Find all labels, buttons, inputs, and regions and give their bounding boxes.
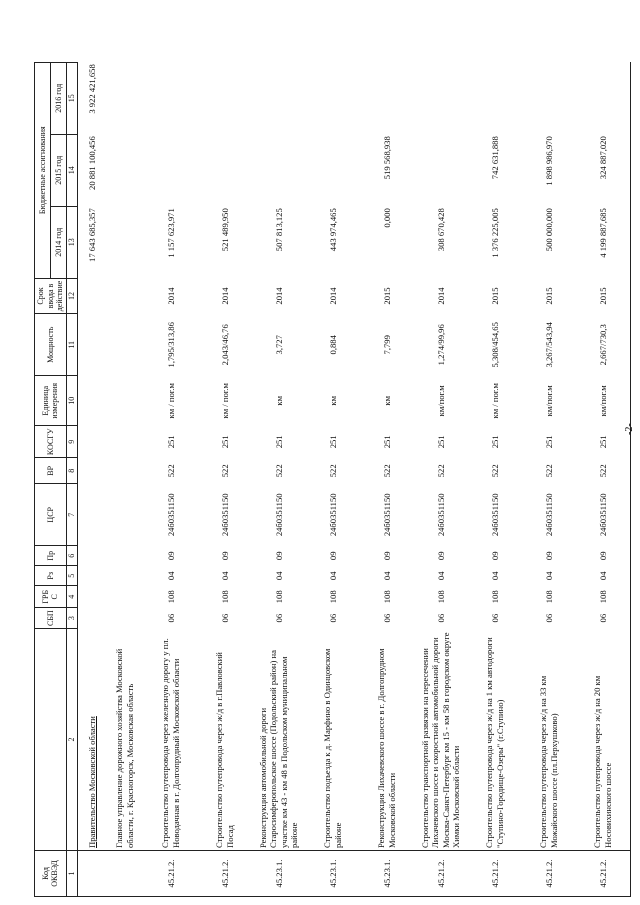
header-year: Срок ввода в действие [35,278,67,314]
kosgu-cell: 251 [165,435,176,449]
commissioning-year-cell: 2014 [273,287,284,305]
header-sbp: СБП [35,608,67,629]
kosgu-cell: 251 [327,435,338,449]
commissioning-year-cell: 2015 [489,287,500,305]
project-name: Строительство транспортной развязки на пересечении Лихачевского шоссе и скоростной автомобильной дороги Москва-Санкт-Петербург км 15 - км 58 в городском округе Химки Московской области [414,629,468,851]
project-name: Строительство путепровода через ж/д на 33 км Можайского шоссе (пл.Перхушково) [522,629,576,851]
header-vr: ВР [35,458,67,484]
sbp-cell: 06 [219,613,230,623]
power-cell: 3,727 [273,335,284,355]
project-name: Строительство путепровода через ж/д на 1 км автодороги "Ступино-Городище-Озеры" (г.Ступино) [468,629,522,851]
power-cell: 5,308/454,65 [489,322,500,368]
amount-2015: 742 631,888 [489,136,500,180]
sbp-cell: 06 [273,613,284,623]
page-number: -2- [624,423,635,435]
header-okved: Код ОКВЭД [35,851,67,897]
vr-cell: 522 [381,464,392,478]
vr-cell: 522 [543,464,554,478]
unit-cell: км / пог.м [219,383,230,419]
amount-2014: 443 974,465 [327,208,338,252]
grbs-cell: 108 [165,590,176,604]
unit-cell: км [273,395,284,406]
power-cell: 3,267/543,94 [543,322,554,368]
sbp-cell: 06 [381,613,392,623]
project-name: Строительство путепровода через ж/д на 20 км Носовихинского шоссе [576,629,631,851]
grbs-cell: 108 [543,590,554,604]
commissioning-year-cell: 2014 [327,287,338,305]
csr-cell: 24б0351150 [381,493,392,537]
unit-cell: км / пог.м [165,383,176,419]
project-name: Строительство путепровода через железную дорогу у пл. Новодачная в г. Долгопрудный Московской области [144,629,198,851]
grbs-cell: 108 [273,590,284,604]
header-csr: ЦСР [35,484,67,546]
vr-cell: 522 [219,464,230,478]
table-row [414,62,468,896]
total-2016: 3 922 421,658 [86,64,97,114]
amount-2015: 324 887,020 [576,134,631,206]
sbp-cell: 06 [165,613,176,623]
grbs-cell: 108 [576,586,631,608]
okved-cell: 45.21.2. [198,851,252,897]
unit-cell: км [381,395,392,406]
amount-2016 [252,62,306,134]
agency-name: Главное управление дорожного хозяйства Московской области, г. Красногорск, Московская область [106,629,144,851]
grbs-cell: 108 [489,590,500,604]
grbs-cell: 108 [435,590,446,604]
amount-2014: 500 000,000 [543,208,554,252]
amount-2015: 519 568,938 [381,136,392,180]
vr-cell: 522 [576,458,631,484]
power-cell: 2,667/730,3 [576,314,631,376]
amount-2016 [306,62,360,134]
pr-cell: 09 [381,551,392,561]
amount-2014: 507 813,125 [273,208,284,252]
header-kosgu: КОСГУ [35,426,67,458]
table-row [522,62,576,896]
amount-2016 [198,62,252,134]
okved-cell: 45.23.1. [360,851,414,897]
amount-2014: 1 157 623,971 [165,208,176,258]
vr-cell: 522 [327,464,338,478]
okved-cell: 45.21.2. [576,851,631,897]
commissioning-year-cell: 2014 [219,287,230,305]
amount-2016 [360,62,414,134]
header-2016: 2016 год [50,62,66,134]
amount-2014: 521 489,950 [219,208,230,252]
unit-cell: км/пог.м [543,385,554,417]
header-2014: 2014 год [50,206,66,278]
pr-cell: 09 [543,551,554,561]
table-row [360,62,414,896]
header-unit: Единица измерения [35,376,67,426]
header-power: Мощность [35,314,67,376]
okved-cell: 45.21.2. [144,851,198,897]
grbs-cell: 108 [381,590,392,604]
sbp-cell: 06 [435,613,446,623]
sbp-cell: 06 [327,613,338,623]
pr-cell: 09 [327,551,338,561]
rz-cell: 04 [435,571,446,581]
commissioning-year-cell: 2014 [165,287,176,305]
rz-cell: 04 [165,571,176,581]
kosgu-cell: 251 [576,426,631,458]
agency-row [106,62,144,896]
kosgu-cell: 251 [435,435,446,449]
amount-2014: 0,000 [381,208,392,228]
header-2015: 2015 год [50,134,66,206]
sbp-cell: 06 [576,608,631,629]
amount-2014: 1 376 225,005 [489,208,500,258]
amount-2015 [414,134,468,206]
amount-2016 [414,62,468,134]
csr-cell: 24б0351150 [543,493,554,537]
pr-cell: 09 [219,551,230,561]
budget-table [34,62,631,897]
pr-cell: 09 [489,551,500,561]
kosgu-cell: 251 [219,435,230,449]
amount-2015 [252,134,306,206]
amount-2015 [198,134,252,206]
column-number-row: 1 2 3 4 5 6 7 8 9 10 11 12 13 14 15 [66,62,77,896]
csr-cell: 24б0351150 [273,493,284,537]
vr-cell: 522 [435,464,446,478]
commissioning-year-cell: 2014 [435,287,446,305]
rz-cell: 04 [576,566,631,586]
sbp-cell: 06 [543,613,554,623]
amount-2016 [522,62,576,134]
okved-cell: 45.21.2. [414,851,468,897]
kosgu-cell: 251 [381,435,392,449]
power-cell: 0,884 [327,335,338,355]
project-name: Реконструкция Лихачевского шоссе в г. Долгопрудном Московской области [360,629,414,851]
header-budget-group: Бюджетные ассигнования [35,62,51,278]
csr-cell: 24б0351150 [489,493,500,537]
project-name: Реконструкция автомобильной дороги Старосимферопольское шоссе (Подольский район) на участке км 43 - км 48 в Подольском муниципальном районе [252,629,306,851]
table-row [306,62,360,896]
okved-cell: 45.21.2. [468,851,522,897]
header-rz: Рз [35,566,67,586]
csr-cell: 24б0351150 [435,493,446,537]
table-row [576,62,631,896]
vr-cell: 522 [165,464,176,478]
sbp-cell: 06 [489,613,500,623]
pr-cell: 09 [576,546,631,566]
commissioning-year-cell: 2015 [381,287,392,305]
organization-title: Правительство Московской области [77,629,106,851]
csr-cell: 24б0351150 [165,493,176,537]
table-row [468,62,522,896]
vr-cell: 522 [273,464,284,478]
unit-cell: км [327,395,338,406]
table-row [252,62,306,896]
total-2015: 20 881 100,456 [86,136,97,190]
rz-cell: 04 [327,571,338,581]
vr-cell: 522 [489,464,500,478]
kosgu-cell: 251 [489,435,500,449]
amount-2014: 4 199 887,685 [576,206,631,278]
organization-row [77,62,106,896]
unit-cell: км / пог.м [489,383,500,419]
project-name: Строительство путепровода через ж/д в г.Павловский Посад [198,629,252,851]
commissioning-year-cell: 2015 [576,278,631,314]
okved-cell: 45.23.1. [252,851,306,897]
amount-2015 [306,134,360,206]
csr-cell: 24б0351150 [327,493,338,537]
grbs-cell: 108 [327,590,338,604]
rz-cell: 04 [489,571,500,581]
power-cell: 1,795/313,86 [165,322,176,368]
csr-cell: 24б0351150 [576,484,631,546]
kosgu-cell: 251 [543,435,554,449]
okved-cell: 45.23.1. [306,851,360,897]
pr-cell: 09 [273,551,284,561]
okved-cell: 45.21.2. [522,851,576,897]
rz-cell: 04 [273,571,284,581]
total-2014: 17 643 685,357 [86,208,97,262]
header-pr: Пр [35,546,67,566]
pr-cell: 09 [165,551,176,561]
project-name: Строительство подъезда к д. Марфино в Одинцовском районе [306,629,360,851]
rz-cell: 04 [381,571,392,581]
kosgu-cell: 251 [273,435,284,449]
commissioning-year-cell: 2015 [543,287,554,305]
table-row [144,62,198,896]
table-row [198,62,252,896]
amount-2015 [144,134,198,206]
rz-cell: 04 [543,571,554,581]
power-cell: 1,274/99,96 [435,324,446,366]
amount-2014: 308 670,428 [435,208,446,252]
header-grbs: ГРБ С [35,586,67,608]
amount-2016 [468,62,522,134]
pr-cell: 09 [435,551,446,561]
power-cell: 2,043/46,76 [219,324,230,366]
unit-cell: км/пог.м [576,376,631,426]
amount-2016 [576,62,631,134]
amount-2016 [144,62,198,134]
power-cell: 7,799 [381,335,392,355]
rz-cell: 04 [219,571,230,581]
grbs-cell: 108 [219,590,230,604]
amount-2015: 1 898 986,970 [543,136,554,186]
unit-cell: км/пог.м [435,385,446,417]
csr-cell: 24б0351150 [219,493,230,537]
header-name [35,629,67,851]
